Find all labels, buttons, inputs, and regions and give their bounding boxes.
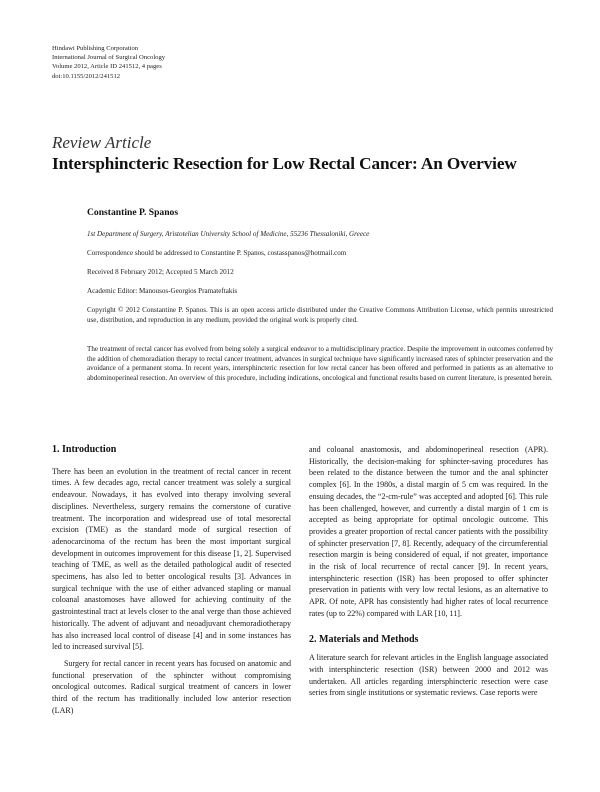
- author-name: Constantine P. Spanos: [87, 207, 179, 218]
- publisher-name: Hindawi Publishing Corporation: [52, 45, 139, 52]
- abstract: The treatment of rectal cancer has evolved from being solely a surgical endeavor to a multidisciplinary practice. Despite the improvement in outcomes conferred by the addition of chemoradiation therapy to rectal cancer treatment, advances in surgical technique have significantly increased rates of sphincter preservation and the avoidance of a permanent stoma. In recent years, intersphincteric resection for low rectal cancer has been offered and performed in patients as an alternative to abdominoperineal resection. An overview of this procedure, including indications, oncological and functional results based on current literature, is presented herein.: [87, 345, 553, 383]
- paragraph: There has been an evolution in the treatment of rectal cancer in recent times. A few decades ago, rectal cancer treatment was solely a surgical endeavour. Nowadays, it has evolved into therapy involving several disciplines. Nevertheless, surgery remains the cornerstone of curative treatment. The incorporation and widespread use of total mesorectal excision (TME) as the standard mode of surgical resection of adenocarcinoma of the rectum has been the most important surgical development in outcomes improvement for this disease [1, 2]. Supervised teaching of TME, as well as the detailed pathological audit of resected specimens, has also led to better oncological results [3]. Advances in surgical technique with the use of either advanced stapling or manual coloanal anastomoses have allowed for achieving continuity of the gastrointestinal tract at levels closer to the anal verge than those achieved historically. The advent of adjuvant and neoadjuvant chemoradiotherapy has also increased local control of disease [4] and in some instances has led to increased survival [5].: [52, 466, 291, 652]
- academic-editor: Academic Editor: Manousos-Georgios Pramateftakis: [87, 287, 238, 295]
- journal-name: International Journal of Surgical Oncology: [52, 54, 166, 62]
- received-dates: Received 8 February 2012; Accepted 5 March 2012: [87, 268, 234, 276]
- volume-info: Volume 2012, Article ID 241512, 4 pages: [52, 63, 162, 71]
- affiliation: 1st Department of Surgery, Aristotelian University School of Medicine, 55236 Thessaloniki, Greece: [87, 230, 370, 238]
- paragraph: A literature search for relevant articles in the English language associated with intersphincteric resection (ISR) between 2000 and 2012 was undertaken. All articles regarding intersphincteric resection were case series from single institutions or systematic reviews. Case reports were: [309, 653, 548, 698]
- article-type: Review Article: [52, 133, 152, 152]
- copyright-notice: Copyright © 2012 Constantine P. Spanos. This is an open access article distributed under the Creative Commons Attribution License, which permits unrestricted use, distribution, and reproduction in any medium, provided the original work is properly cited.: [87, 306, 553, 324]
- paragraph: Surgery for rectal cancer in recent years has focused on anatomic and functional preservation of the sphincter without compromising oncological outcomes. Radical surgical treatment of cancers in lower third of the rectum has traditionally included low anterior resection (LAR): [52, 658, 291, 715]
- article-title: Intersphincteric Resection for Low Rectal Cancer: An Overview: [52, 154, 517, 173]
- section-heading-methods: 2. Materials and Methods: [309, 633, 419, 645]
- correspondence: Correspondence should be addressed to Constantine P. Spanos, costasspanos@hotmail.com: [87, 249, 347, 257]
- body-column-right: [309, 444, 548, 699]
- body-column-left: [52, 444, 291, 716]
- section-heading-introduction: 1. Introduction: [52, 444, 117, 455]
- journal-metadata: [52, 44, 165, 81]
- doi: doi:10.1155/2012/241512: [52, 72, 121, 80]
- paragraph: and coloanal anastomosis, and abdominoperineal resection (APR). Historically, the decision-making for sphincter-saving procedures has been related to the distance between the tumor and the anal sphincter complex [6]. In the 1980s, a distal margin of 5 cm was required. In the ensuing decades, the “2-cm-rule” was accepted and adopted [6]. This rule has been challenged, however, and currently a distal margin of 1 cm is accepted as being appropriate for optimal oncologic outcome. This provides a greater proportion of rectal cancer patients with the possibility of sphincter preservation [7, 8]. Recently, adequacy of the circumferential resection margin is being considered of equal, if not greater, importance in the risk of local recurrence of rectal cancer [9]. In recent years, intersphincteric resection (ISR) has been proposed to offer sphincter preservation in patients with very low rectal lesions, as an alternative to APR. Of note, APR has consistently had higher rates of local recurrence rates (up to 22%) compared with LAR [10, 11].: [309, 445, 548, 618]
